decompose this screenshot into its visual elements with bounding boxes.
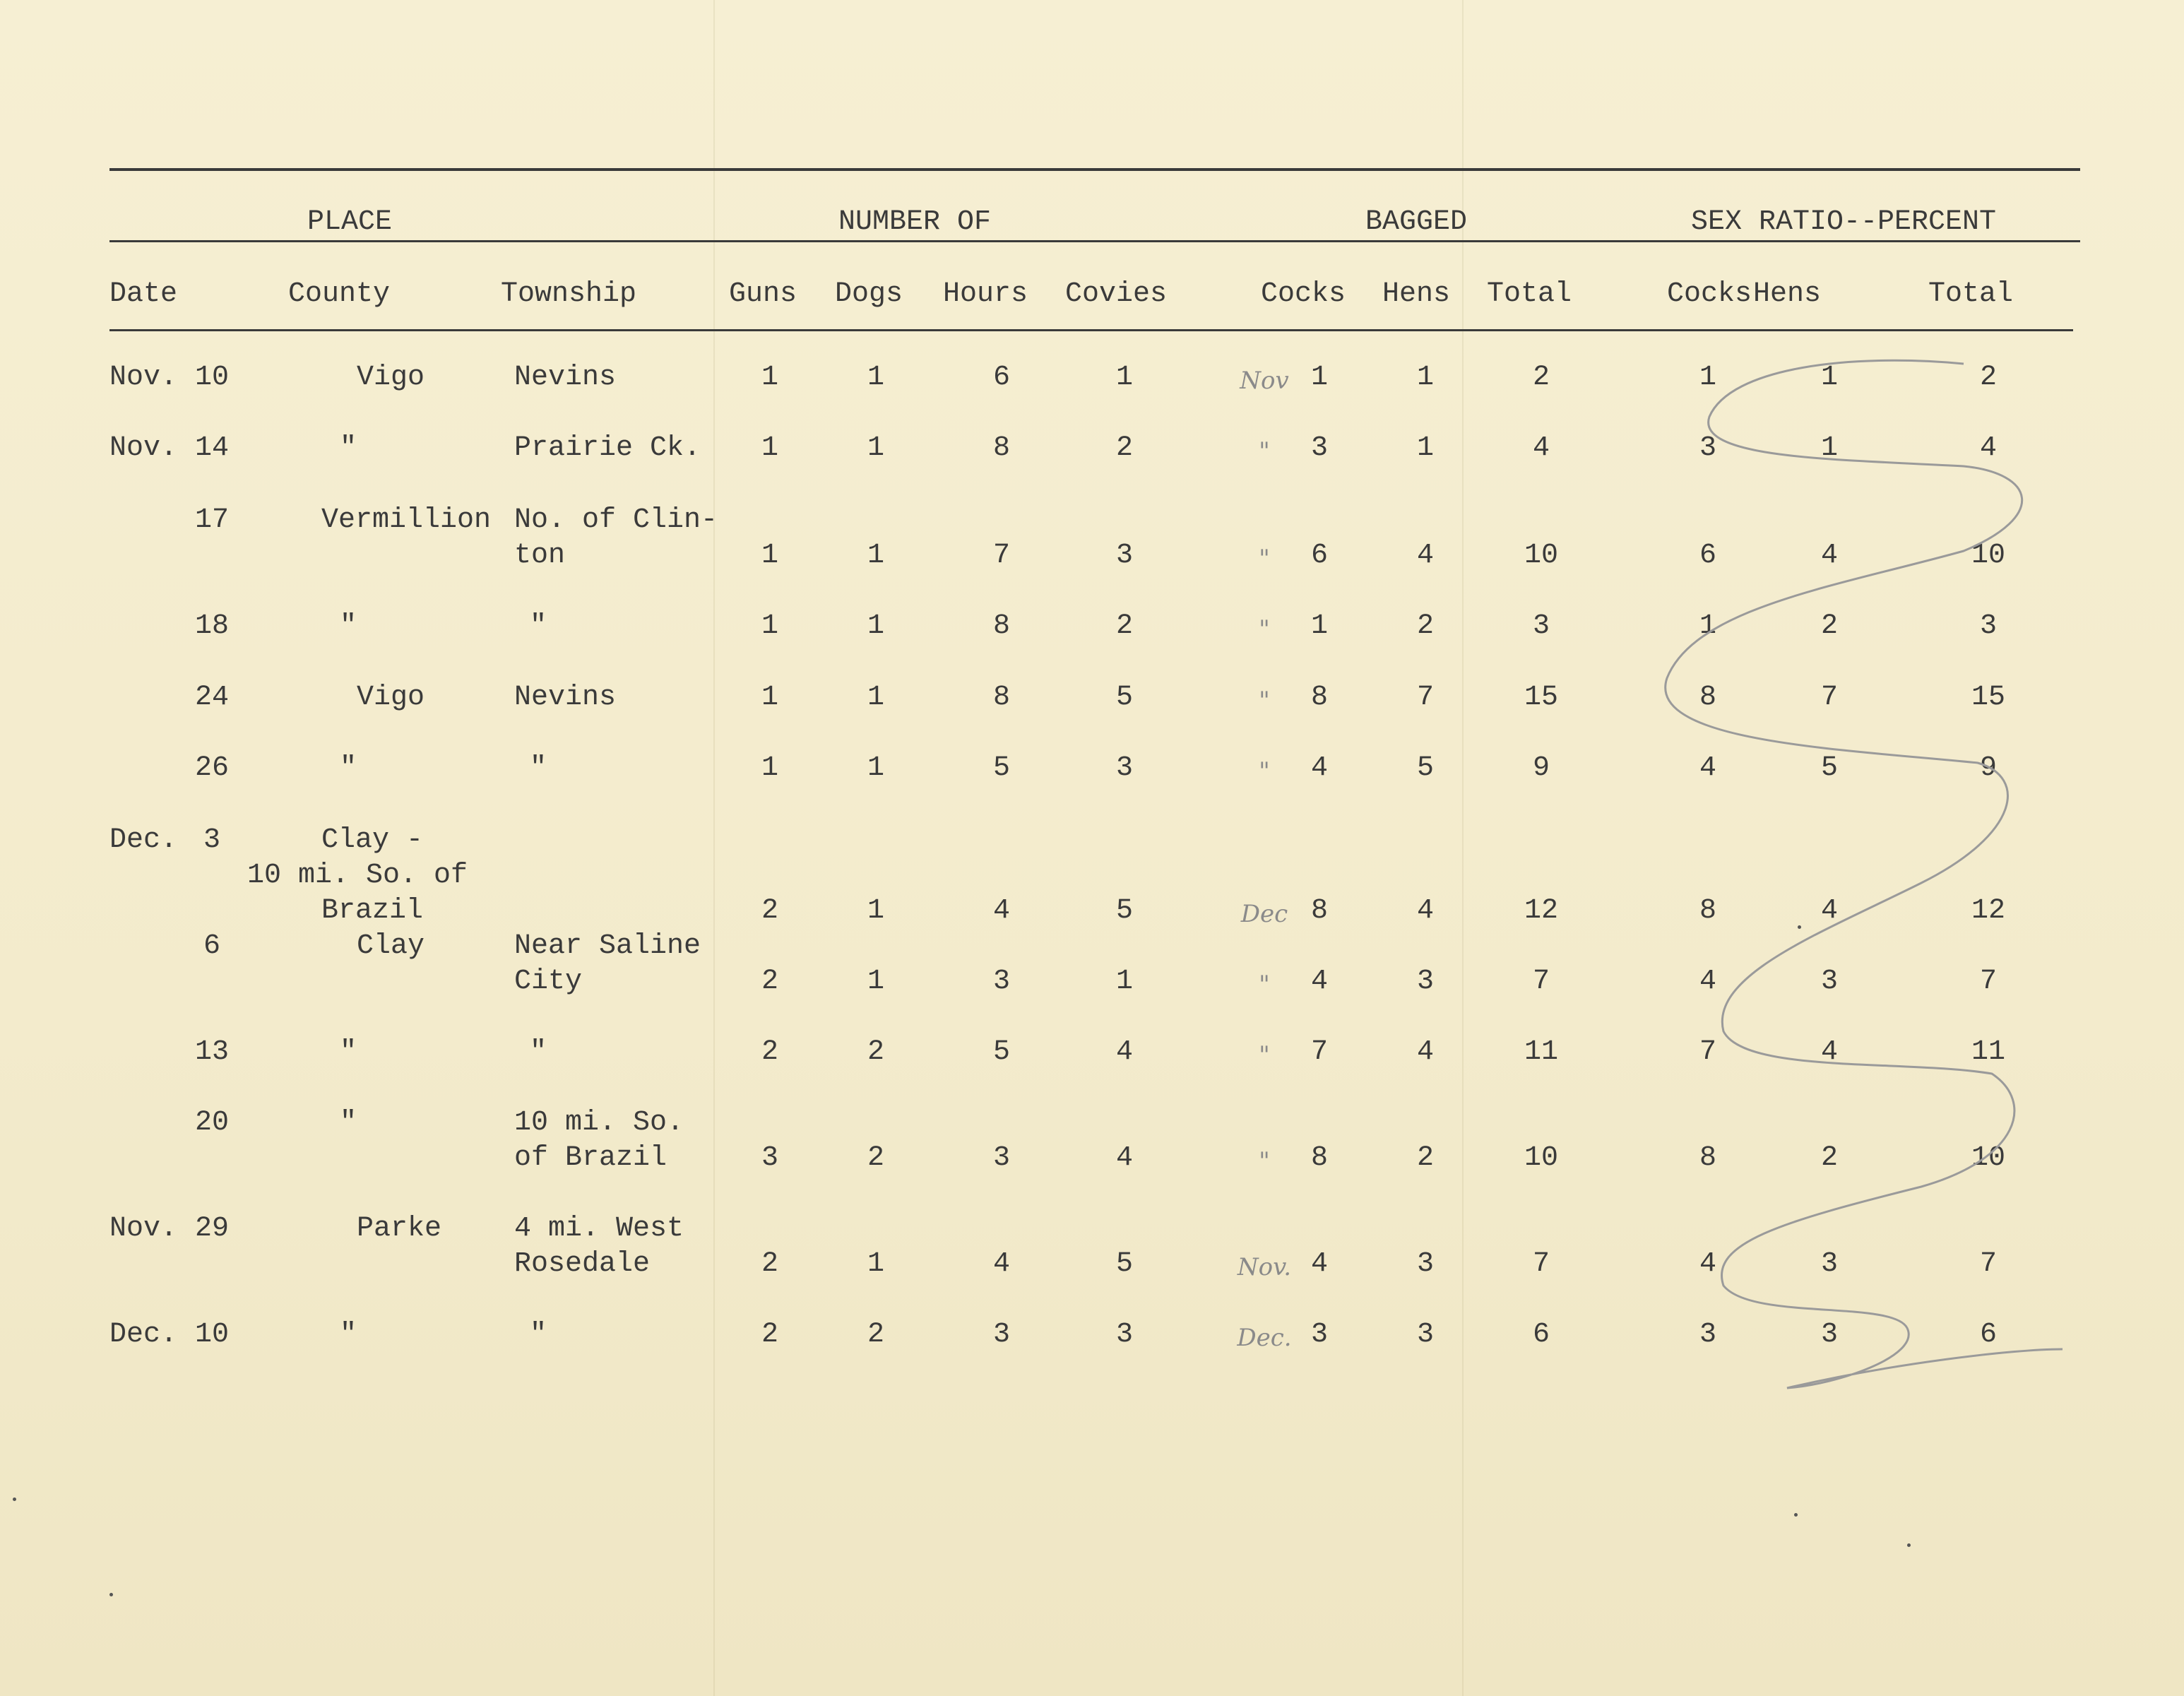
row-day: 3 <box>203 824 221 856</box>
row-dogs: 1 <box>867 895 885 927</box>
row-pct-cocks: 4 <box>1699 966 1717 997</box>
group-header-sex-ratio: SEX RATIO--PERCENT <box>1690 206 1997 238</box>
row-township: 4 mi. West <box>514 1213 684 1245</box>
row-covies: 5 <box>1115 1248 1134 1280</box>
row-day: 6 <box>203 930 221 962</box>
row-month: Dec. <box>109 1319 178 1351</box>
row-county: " <box>339 610 357 642</box>
row-hens: 7 <box>1416 682 1435 713</box>
row-covies: 1 <box>1115 362 1134 393</box>
row-total: 12 <box>1524 895 1559 927</box>
row-dogs: 1 <box>867 1248 885 1280</box>
row-covies: 4 <box>1115 1142 1134 1174</box>
row-handwritten-date: " <box>1259 687 1270 715</box>
column-header-total: Total <box>1486 278 1572 310</box>
row-hens: 4 <box>1416 895 1435 927</box>
row-hours: 6 <box>992 362 1011 393</box>
row-cocks: 8 <box>1310 682 1329 713</box>
row-handwritten-date: Nov. <box>1237 1253 1292 1281</box>
row-total: 7 <box>1532 966 1550 997</box>
row-guns: 1 <box>761 540 779 571</box>
row-dogs: 1 <box>867 966 885 997</box>
row-county: " <box>339 1319 357 1351</box>
row-cocks: 8 <box>1310 895 1329 927</box>
row-township: Near Saline <box>514 930 701 962</box>
row-day: 24 <box>194 682 230 713</box>
row-covies: 3 <box>1115 1319 1134 1351</box>
row-dogs: 1 <box>867 752 885 784</box>
row-covies: 2 <box>1115 610 1134 642</box>
row-covies: 3 <box>1115 752 1134 784</box>
row-guns: 1 <box>761 682 779 713</box>
row-county: Vigo <box>357 682 425 713</box>
paper-speck <box>109 1593 113 1596</box>
paper-speck <box>1794 1513 1798 1517</box>
row-pct-total: 2 <box>1979 362 1998 393</box>
row-township: " <box>529 752 547 784</box>
row-township: " <box>529 610 547 642</box>
row-handwritten-date: " <box>1259 757 1270 785</box>
row-township: City <box>514 966 583 997</box>
row-pct-hens: 2 <box>1820 1142 1839 1174</box>
row-hours: 4 <box>992 895 1011 927</box>
row-hours: 5 <box>992 1036 1011 1068</box>
column-header-pct-cocks: Cocks <box>1666 278 1752 310</box>
row-pct-total: 10 <box>1971 540 2006 571</box>
row-pct-cocks: 4 <box>1699 752 1717 784</box>
row-pct-total: 7 <box>1979 966 1998 997</box>
row-dogs: 1 <box>867 682 885 713</box>
row-cocks: 3 <box>1310 432 1329 464</box>
paper-speck <box>13 1498 16 1501</box>
row-pct-hens: 4 <box>1820 895 1839 927</box>
row-pct-hens: 7 <box>1820 682 1839 713</box>
row-dogs: 2 <box>867 1036 885 1068</box>
row-day: 26 <box>194 752 230 784</box>
row-handwritten-date: " <box>1259 1041 1270 1069</box>
row-pct-cocks: 8 <box>1699 1142 1717 1174</box>
row-total: 4 <box>1532 432 1550 464</box>
row-pct-hens: 1 <box>1820 362 1839 393</box>
row-pct-hens: 3 <box>1820 1319 1839 1351</box>
row-covies: 1 <box>1115 966 1134 997</box>
row-total: 11 <box>1524 1036 1559 1068</box>
row-dogs: 1 <box>867 540 885 571</box>
column-header-date: Date <box>109 278 178 310</box>
row-hours: 3 <box>992 1142 1011 1174</box>
row-handwritten-date: Dec. <box>1237 1324 1292 1352</box>
row-hens: 3 <box>1416 966 1435 997</box>
row-pct-hens: 2 <box>1820 610 1839 642</box>
row-county: Brazil <box>321 895 424 927</box>
row-hens: 5 <box>1416 752 1435 784</box>
row-hens: 1 <box>1416 362 1435 393</box>
row-total: 9 <box>1532 752 1550 784</box>
row-dogs: 2 <box>867 1319 885 1351</box>
row-cocks: 1 <box>1310 362 1329 393</box>
row-county: " <box>339 1036 357 1068</box>
row-total: 10 <box>1524 540 1559 571</box>
row-pct-cocks: 1 <box>1699 362 1717 393</box>
group-header-bagged: BAGGED <box>1365 206 1468 238</box>
row-hours: 8 <box>992 432 1011 464</box>
row-hens: 3 <box>1416 1248 1435 1280</box>
row-hens: 2 <box>1416 610 1435 642</box>
row-pct-cocks: 4 <box>1699 1248 1717 1280</box>
row-pct-hens: 3 <box>1820 1248 1839 1280</box>
row-pct-cocks: 8 <box>1699 682 1717 713</box>
row-cocks: 6 <box>1310 540 1329 571</box>
row-pct-cocks: 8 <box>1699 895 1717 927</box>
row-covies: 5 <box>1115 895 1134 927</box>
row-cocks: 8 <box>1310 1142 1329 1174</box>
row-township: " <box>529 1319 547 1351</box>
paper-speck <box>1798 925 1801 929</box>
row-pct-hens: 1 <box>1820 432 1839 464</box>
row-pct-total: 15 <box>1971 682 2006 713</box>
row-pct-hens: 3 <box>1820 966 1839 997</box>
row-dogs: 2 <box>867 1142 885 1174</box>
row-hens: 4 <box>1416 540 1435 571</box>
row-total: 3 <box>1532 610 1550 642</box>
row-county: Parke <box>357 1213 442 1245</box>
row-county: Clay <box>357 930 425 962</box>
row-month: Nov. <box>109 1213 178 1245</box>
row-handwritten-date: " <box>1259 1147 1270 1175</box>
row-guns: 2 <box>761 1036 779 1068</box>
column-header-covies: Covies <box>1064 278 1168 310</box>
row-day: 17 <box>194 504 230 536</box>
row-total: 6 <box>1532 1319 1550 1351</box>
row-guns: 1 <box>761 362 779 393</box>
row-month: Nov. <box>109 432 178 464</box>
column-header-pct-hens: Hens <box>1752 278 1822 310</box>
row-township: No. of Clin- <box>514 504 718 536</box>
row-guns: 1 <box>761 432 779 464</box>
row-handwritten-date: " <box>1259 437 1270 465</box>
row-dogs: 1 <box>867 432 885 464</box>
row-cocks: 7 <box>1310 1036 1329 1068</box>
paper-speck <box>1907 1543 1911 1547</box>
row-pct-total: 7 <box>1979 1248 1998 1280</box>
row-day: 14 <box>194 432 230 464</box>
row-dogs: 1 <box>867 362 885 393</box>
row-pct-total: 10 <box>1971 1142 2006 1174</box>
row-pct-total: 9 <box>1979 752 1998 784</box>
row-pct-hens: 4 <box>1820 1036 1839 1068</box>
row-covies: 4 <box>1115 1036 1134 1068</box>
row-pct-total: 12 <box>1971 895 2006 927</box>
row-hens: 2 <box>1416 1142 1435 1174</box>
column-header-hours: Hours <box>942 278 1028 310</box>
column-header-county: County <box>287 278 391 310</box>
column-header-dogs: Dogs <box>834 278 903 310</box>
row-handwritten-date: " <box>1259 545 1270 573</box>
row-pct-total: 4 <box>1979 432 1998 464</box>
row-handwritten-date: Dec <box>1240 900 1288 928</box>
row-township: of Brazil <box>514 1142 667 1174</box>
row-hours: 8 <box>992 610 1011 642</box>
row-hours: 7 <box>992 540 1011 571</box>
row-cocks: 1 <box>1310 610 1329 642</box>
row-township: " <box>529 1036 547 1068</box>
row-county: " <box>339 1107 357 1139</box>
row-hours: 8 <box>992 682 1011 713</box>
row-cocks: 4 <box>1310 1248 1329 1280</box>
row-hens: 4 <box>1416 1036 1435 1068</box>
scribble-line <box>1666 360 2063 1388</box>
row-total: 10 <box>1524 1142 1559 1174</box>
row-township: Nevins <box>514 682 617 713</box>
row-pct-total: 3 <box>1979 610 1998 642</box>
row-guns: 1 <box>761 752 779 784</box>
row-county: 10 mi. So. of <box>247 860 468 891</box>
row-day: 29 <box>194 1213 230 1245</box>
row-township: Nevins <box>514 362 617 393</box>
row-covies: 2 <box>1115 432 1134 464</box>
column-header-guns: Guns <box>728 278 797 310</box>
row-total: 15 <box>1524 682 1559 713</box>
group-header-number-of: NUMBER OF <box>838 206 992 238</box>
row-hens: 1 <box>1416 432 1435 464</box>
row-hours: 3 <box>992 1319 1011 1351</box>
row-day: 13 <box>194 1036 230 1068</box>
row-guns: 2 <box>761 966 779 997</box>
row-county: Vermillion <box>321 504 492 536</box>
row-guns: 2 <box>761 1319 779 1351</box>
row-hens: 3 <box>1416 1319 1435 1351</box>
row-pct-cocks: 1 <box>1699 610 1717 642</box>
row-pct-cocks: 6 <box>1699 540 1717 571</box>
row-cocks: 3 <box>1310 1319 1329 1351</box>
row-township: Prairie Ck. <box>514 432 701 464</box>
row-county: Clay - <box>321 824 424 856</box>
row-township: ton <box>514 540 566 571</box>
row-dogs: 1 <box>867 610 885 642</box>
row-county: Vigo <box>357 362 425 393</box>
row-month: Dec. <box>109 824 178 856</box>
row-day: 20 <box>194 1107 230 1139</box>
row-guns: 2 <box>761 895 779 927</box>
row-handwritten-date: Nov <box>1240 367 1289 395</box>
row-cocks: 4 <box>1310 966 1329 997</box>
row-covies: 3 <box>1115 540 1134 571</box>
column-header-pct-total: Total <box>1928 278 2014 310</box>
row-hours: 4 <box>992 1248 1011 1280</box>
row-pct-cocks: 3 <box>1699 432 1717 464</box>
row-guns: 3 <box>761 1142 779 1174</box>
row-pct-hens: 5 <box>1820 752 1839 784</box>
row-day: 10 <box>194 362 230 393</box>
row-month: Nov. <box>109 362 178 393</box>
row-pct-cocks: 3 <box>1699 1319 1717 1351</box>
row-county: " <box>339 432 357 464</box>
row-pct-total: 11 <box>1971 1036 2006 1068</box>
row-pct-hens: 4 <box>1820 540 1839 571</box>
row-county: " <box>339 752 357 784</box>
row-hours: 5 <box>992 752 1011 784</box>
row-township: Rosedale <box>514 1248 651 1280</box>
group-header-place: PLACE <box>307 206 393 238</box>
row-handwritten-date: " <box>1259 615 1270 644</box>
row-handwritten-date: " <box>1259 971 1270 999</box>
row-township: 10 mi. So. <box>514 1107 684 1139</box>
column-header-hens: Hens <box>1382 278 1451 310</box>
row-pct-cocks: 7 <box>1699 1036 1717 1068</box>
row-covies: 5 <box>1115 682 1134 713</box>
column-header-cocks: Cocks <box>1260 278 1346 310</box>
row-cocks: 4 <box>1310 752 1329 784</box>
row-guns: 2 <box>761 1248 779 1280</box>
row-hours: 3 <box>992 966 1011 997</box>
row-total: 2 <box>1532 362 1550 393</box>
row-guns: 1 <box>761 610 779 642</box>
row-day: 10 <box>194 1319 230 1351</box>
row-day: 18 <box>194 610 230 642</box>
row-pct-total: 6 <box>1979 1319 1998 1351</box>
row-total: 7 <box>1532 1248 1550 1280</box>
column-header-township: Township <box>500 278 637 310</box>
